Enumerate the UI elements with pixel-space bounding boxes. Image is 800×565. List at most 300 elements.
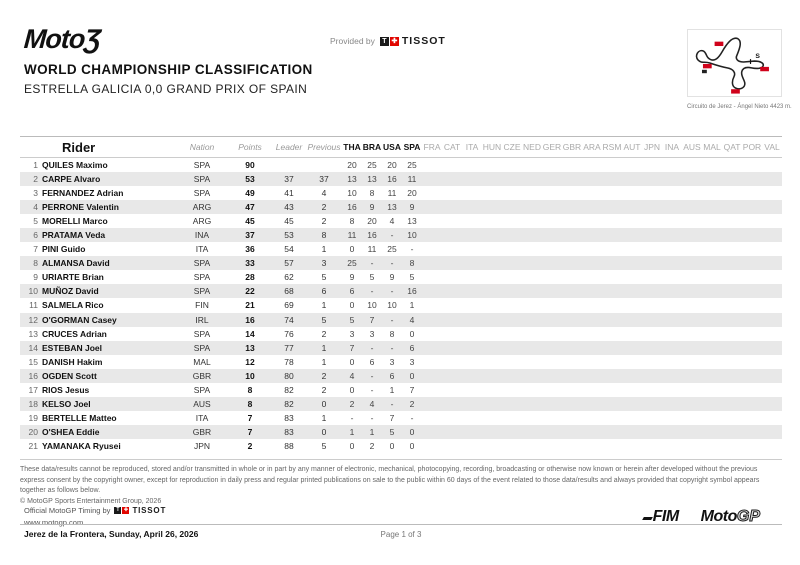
table-row	[20, 284, 782, 298]
race-result	[762, 172, 782, 186]
race-result	[682, 228, 702, 242]
nation-column-header: Nation	[189, 142, 215, 152]
race-result	[762, 397, 782, 411]
race-result	[662, 383, 682, 397]
table-row	[20, 270, 782, 284]
race-result	[722, 383, 742, 397]
race-column-header: VAL	[764, 142, 780, 152]
race-result	[662, 284, 682, 298]
race-result	[502, 327, 522, 341]
race-result: 10	[367, 300, 377, 311]
race-result	[522, 228, 542, 242]
rider-nation: IRL	[195, 314, 209, 325]
race-result: 6	[349, 286, 355, 297]
race-result	[442, 158, 462, 172]
race-result	[542, 341, 562, 355]
race-result: 0	[389, 441, 395, 452]
race-result	[502, 313, 522, 327]
race-result: 4	[389, 215, 395, 226]
race-result: 13	[407, 215, 417, 226]
race-result	[502, 214, 522, 228]
race-result: 0	[409, 427, 415, 438]
provided-by	[330, 35, 446, 47]
race-result	[462, 228, 482, 242]
race-result: 16	[387, 173, 397, 184]
race-result	[722, 214, 742, 228]
race-result: 8	[389, 328, 395, 339]
rider-position: 18	[28, 399, 38, 410]
race-result: 4	[369, 399, 375, 410]
race-result	[442, 341, 462, 355]
gap-to-previous: 1	[321, 300, 327, 311]
race-result	[502, 439, 522, 453]
race-result	[562, 228, 582, 242]
race-result	[702, 327, 722, 341]
race-result	[482, 256, 502, 270]
race-result	[562, 327, 582, 341]
race-result	[722, 284, 742, 298]
rider-column-header: Rider	[62, 139, 96, 155]
race-result	[442, 186, 462, 200]
race-result	[762, 214, 782, 228]
rider-name: ALMANSA David	[42, 258, 110, 269]
race-result	[762, 242, 782, 256]
race-result	[502, 200, 522, 214]
race-result	[762, 200, 782, 214]
rider-points: 10	[245, 370, 255, 381]
fim-wing-icon	[642, 517, 653, 520]
race-result	[602, 214, 622, 228]
race-result	[442, 411, 462, 425]
race-result: 1	[389, 385, 395, 396]
race-result	[602, 158, 622, 172]
race-result	[522, 327, 542, 341]
race-result	[742, 158, 762, 172]
rider-points: 36	[245, 244, 255, 255]
gap-to-previous: 6	[321, 286, 327, 297]
race-result: -	[370, 258, 374, 269]
race-result: 6	[409, 342, 415, 353]
race-result	[462, 200, 482, 214]
race-result: 9	[349, 272, 355, 283]
race-column-header: ITA	[465, 142, 479, 152]
motogp-logo: MotoGP	[700, 508, 760, 525]
page-subtitle: ESTRELLA GALICIA 0,0 GRAND PRIX OF SPAIN	[24, 82, 308, 96]
race-result	[622, 383, 642, 397]
race-result	[602, 270, 622, 284]
race-result	[522, 439, 542, 453]
race-result	[562, 172, 582, 186]
rider-points: 21	[245, 300, 255, 311]
rider-points: 7	[247, 427, 253, 438]
rider-name: SALMELA Rico	[42, 300, 104, 311]
race-result: 8	[409, 258, 415, 269]
race-result	[422, 214, 442, 228]
race-result: 16	[347, 201, 357, 212]
race-column-header: INA	[664, 142, 680, 152]
race-result	[742, 397, 762, 411]
moto3-logo: MotoƷ	[22, 24, 102, 54]
race-result	[582, 411, 602, 425]
gap-to-previous: 5	[321, 441, 327, 452]
race-result: 13	[347, 173, 357, 184]
race-result	[762, 327, 782, 341]
race-result	[722, 256, 742, 270]
rider-position: 11	[29, 300, 38, 311]
circuit-map-box	[687, 29, 792, 110]
race-result	[542, 270, 562, 284]
race-result	[442, 298, 462, 312]
race-result	[462, 242, 482, 256]
race-result: 0	[409, 328, 415, 339]
gap-to-previous: 2	[321, 201, 327, 212]
race-result	[642, 284, 662, 298]
race-result: 20	[407, 187, 417, 198]
race-result	[762, 369, 782, 383]
gap-to-leader: 41	[284, 187, 294, 198]
race-result	[742, 298, 762, 312]
race-result	[642, 270, 662, 284]
race-result	[642, 425, 662, 439]
race-result	[562, 186, 582, 200]
speed-badge-icon	[760, 67, 769, 71]
race-column-header: POR	[742, 142, 762, 152]
race-result	[762, 313, 782, 327]
race-result	[482, 383, 502, 397]
race-result	[622, 228, 642, 242]
gap-to-leader: 43	[284, 201, 294, 212]
rider-nation: SPA	[193, 159, 211, 170]
race-result	[542, 439, 562, 453]
race-result	[542, 313, 562, 327]
race-result	[522, 298, 542, 312]
race-result	[722, 270, 742, 284]
race-result	[582, 242, 602, 256]
speed-badge-icon	[731, 89, 740, 93]
race-result	[422, 242, 442, 256]
race-result	[662, 186, 682, 200]
race-result	[742, 256, 762, 270]
rider-name: O'SHEA Eddie	[42, 427, 100, 438]
rider-name: KELSO Joel	[42, 399, 91, 410]
race-result	[462, 172, 482, 186]
classification-table	[20, 136, 782, 453]
race-result	[542, 425, 562, 439]
race-result	[502, 341, 522, 355]
race-result: 5	[389, 427, 395, 438]
race-result: 20	[387, 159, 397, 170]
race-result	[582, 355, 602, 369]
race-result	[702, 383, 722, 397]
race-result	[742, 411, 762, 425]
classification-table-body	[20, 158, 782, 454]
race-result	[662, 270, 682, 284]
race-result	[682, 383, 702, 397]
race-result: 20	[367, 215, 377, 226]
race-result	[582, 214, 602, 228]
race-result	[562, 158, 582, 172]
race-result	[542, 397, 562, 411]
race-result	[622, 439, 642, 453]
race-column-header: CAT	[443, 142, 461, 152]
race-result	[642, 439, 662, 453]
race-result	[722, 397, 742, 411]
race-result	[562, 270, 582, 284]
race-result	[642, 341, 662, 355]
race-result	[682, 341, 702, 355]
race-result	[602, 383, 622, 397]
rider-nation: GBR	[192, 370, 212, 381]
race-result	[702, 200, 722, 214]
race-result	[742, 439, 762, 453]
race-result	[562, 242, 582, 256]
table-row	[20, 158, 782, 172]
tissot-cross-icon: ✚	[123, 507, 129, 513]
table-row	[20, 186, 782, 200]
sector-badge-icon	[702, 70, 707, 73]
race-result	[762, 355, 782, 369]
race-result	[462, 439, 482, 453]
race-result	[722, 200, 742, 214]
race-result	[582, 186, 602, 200]
rider-nation: ITA	[195, 244, 209, 255]
provided-by-label: Provided by	[330, 36, 375, 46]
race-result	[662, 397, 682, 411]
race-result	[462, 397, 482, 411]
gap-to-previous: 1	[321, 244, 327, 255]
gap-to-previous: 8	[321, 230, 327, 241]
gap-to-leader: 88	[284, 441, 294, 452]
previous-column-header: Previous	[307, 142, 341, 152]
race-result	[522, 284, 542, 298]
race-result: -	[390, 258, 394, 269]
race-result	[622, 284, 642, 298]
race-result	[542, 256, 562, 270]
race-result	[482, 397, 502, 411]
rider-name: URIARTE Brian	[42, 272, 104, 283]
race-result: 13	[367, 173, 377, 184]
race-result	[422, 313, 442, 327]
copyright-text: © MotoGP Sports Entertainment Group, 2026	[20, 497, 162, 505]
race-result: -	[370, 370, 374, 381]
tissot-logo	[380, 35, 446, 47]
race-result: 10	[407, 230, 417, 241]
race-result	[422, 383, 442, 397]
race-result	[542, 228, 562, 242]
race-result	[502, 256, 522, 270]
race-result	[722, 172, 742, 186]
tissot-cross-icon: ✚	[391, 37, 398, 45]
race-column-header: FRA	[423, 142, 441, 152]
race-result	[622, 158, 642, 172]
race-result	[442, 284, 462, 298]
race-result: 1	[409, 300, 415, 311]
race-result	[482, 439, 502, 453]
table-row	[20, 214, 782, 228]
race-result: 0	[409, 370, 415, 381]
race-result	[522, 369, 542, 383]
gap-to-leader: 77	[284, 342, 294, 353]
tissot-wordmark: TISSOT	[132, 506, 167, 515]
race-result	[542, 298, 562, 312]
race-result	[562, 298, 582, 312]
race-result	[642, 397, 662, 411]
race-result	[702, 228, 722, 242]
gap-to-leader: 62	[284, 272, 294, 283]
gap-to-leader: 74	[284, 314, 294, 325]
race-result	[762, 158, 782, 172]
race-result	[542, 158, 562, 172]
race-result	[422, 158, 442, 172]
race-result	[602, 397, 622, 411]
website-link[interactable]: www.motogp.com	[24, 518, 84, 527]
race-result	[642, 256, 662, 270]
race-result	[702, 355, 722, 369]
race-result	[662, 439, 682, 453]
race-result: 0	[409, 441, 415, 452]
race-result	[502, 383, 522, 397]
race-result	[742, 341, 762, 355]
race-result	[482, 341, 502, 355]
race-result	[522, 411, 542, 425]
race-result	[562, 284, 582, 298]
race-result	[702, 270, 722, 284]
gap-to-leader: 45	[284, 215, 294, 226]
race-result	[682, 411, 702, 425]
rider-points: 28	[245, 272, 255, 283]
race-result	[462, 355, 482, 369]
race-result	[502, 298, 522, 312]
table-row	[20, 439, 782, 453]
rider-nation: FIN	[195, 300, 209, 311]
race-result: 0	[349, 385, 355, 396]
race-result	[482, 270, 502, 284]
rider-position: 19	[28, 413, 38, 424]
rider-position: 7	[33, 244, 38, 255]
race-result	[622, 313, 642, 327]
race-result	[742, 214, 762, 228]
race-result: -	[390, 399, 394, 410]
race-result	[642, 172, 662, 186]
race-result	[482, 369, 502, 383]
race-result	[542, 214, 562, 228]
race-result	[542, 369, 562, 383]
race-result: -	[390, 286, 394, 297]
race-result	[522, 158, 542, 172]
race-result: 16	[367, 230, 377, 241]
rider-points: 45	[245, 215, 255, 226]
race-result: 0	[349, 356, 355, 367]
race-result	[602, 411, 622, 425]
race-result: 10	[347, 187, 357, 198]
race-result	[682, 186, 702, 200]
race-result: -	[370, 286, 374, 297]
race-result: 2	[369, 441, 375, 452]
race-result	[642, 158, 662, 172]
circuit-caption: Circuito de Jerez - Ángel Nieto 4423 m.	[687, 104, 792, 110]
rider-nation: SPA	[193, 187, 211, 198]
race-result: -	[370, 413, 374, 424]
race-result	[682, 425, 702, 439]
gap-to-previous: 1	[321, 413, 327, 424]
table-row	[20, 228, 782, 242]
race-result: 10	[387, 300, 397, 311]
race-result: 13	[387, 201, 397, 212]
race-result	[662, 172, 682, 186]
rider-position: 9	[33, 272, 38, 283]
race-result	[582, 298, 602, 312]
race-result	[702, 284, 722, 298]
circuit-map-icon	[687, 29, 782, 97]
race-result	[682, 158, 702, 172]
race-result	[462, 298, 482, 312]
rider-nation: SPA	[193, 286, 211, 297]
race-result	[622, 256, 642, 270]
race-result	[502, 186, 522, 200]
table-row	[20, 256, 782, 270]
table-row	[20, 242, 782, 256]
race-result	[522, 172, 542, 186]
race-result	[722, 425, 742, 439]
rider-name: CRUCES Adrian	[42, 328, 107, 339]
race-result	[762, 186, 782, 200]
race-result	[482, 186, 502, 200]
rider-position: 4	[33, 201, 38, 212]
race-result	[702, 172, 722, 186]
race-result	[522, 313, 542, 327]
race-result	[482, 214, 502, 228]
race-result	[482, 355, 502, 369]
gap-to-previous: 2	[321, 370, 327, 381]
race-result	[742, 425, 762, 439]
race-result	[722, 439, 742, 453]
points-column-header: Points	[238, 142, 262, 152]
race-result	[642, 228, 662, 242]
gap-to-previous: 1	[321, 342, 327, 353]
race-result	[542, 172, 562, 186]
rider-points: 90	[245, 159, 255, 170]
table-row	[20, 327, 782, 341]
race-result	[702, 313, 722, 327]
gap-to-previous: 1	[321, 356, 327, 367]
race-result	[522, 200, 542, 214]
race-result	[622, 200, 642, 214]
race-result: 7	[389, 413, 395, 424]
disclaimer-block	[20, 459, 782, 507]
rider-nation: ARG	[192, 215, 212, 226]
race-result: 11	[407, 173, 417, 184]
race-result	[762, 270, 782, 284]
race-result: -	[410, 244, 414, 255]
race-result	[422, 425, 442, 439]
race-result	[522, 355, 542, 369]
race-result	[602, 256, 622, 270]
race-result	[702, 341, 722, 355]
race-result: 7	[409, 385, 415, 396]
race-result	[722, 242, 742, 256]
race-result	[422, 172, 442, 186]
race-result	[482, 411, 502, 425]
race-column-header: HUN	[482, 142, 502, 152]
gap-to-leader	[272, 158, 306, 172]
race-result	[442, 242, 462, 256]
race-column-header: GBR	[562, 142, 582, 152]
race-result	[502, 270, 522, 284]
race-result	[542, 200, 562, 214]
race-column-header: QAT	[723, 142, 741, 152]
race-result	[462, 313, 482, 327]
race-result	[722, 327, 742, 341]
